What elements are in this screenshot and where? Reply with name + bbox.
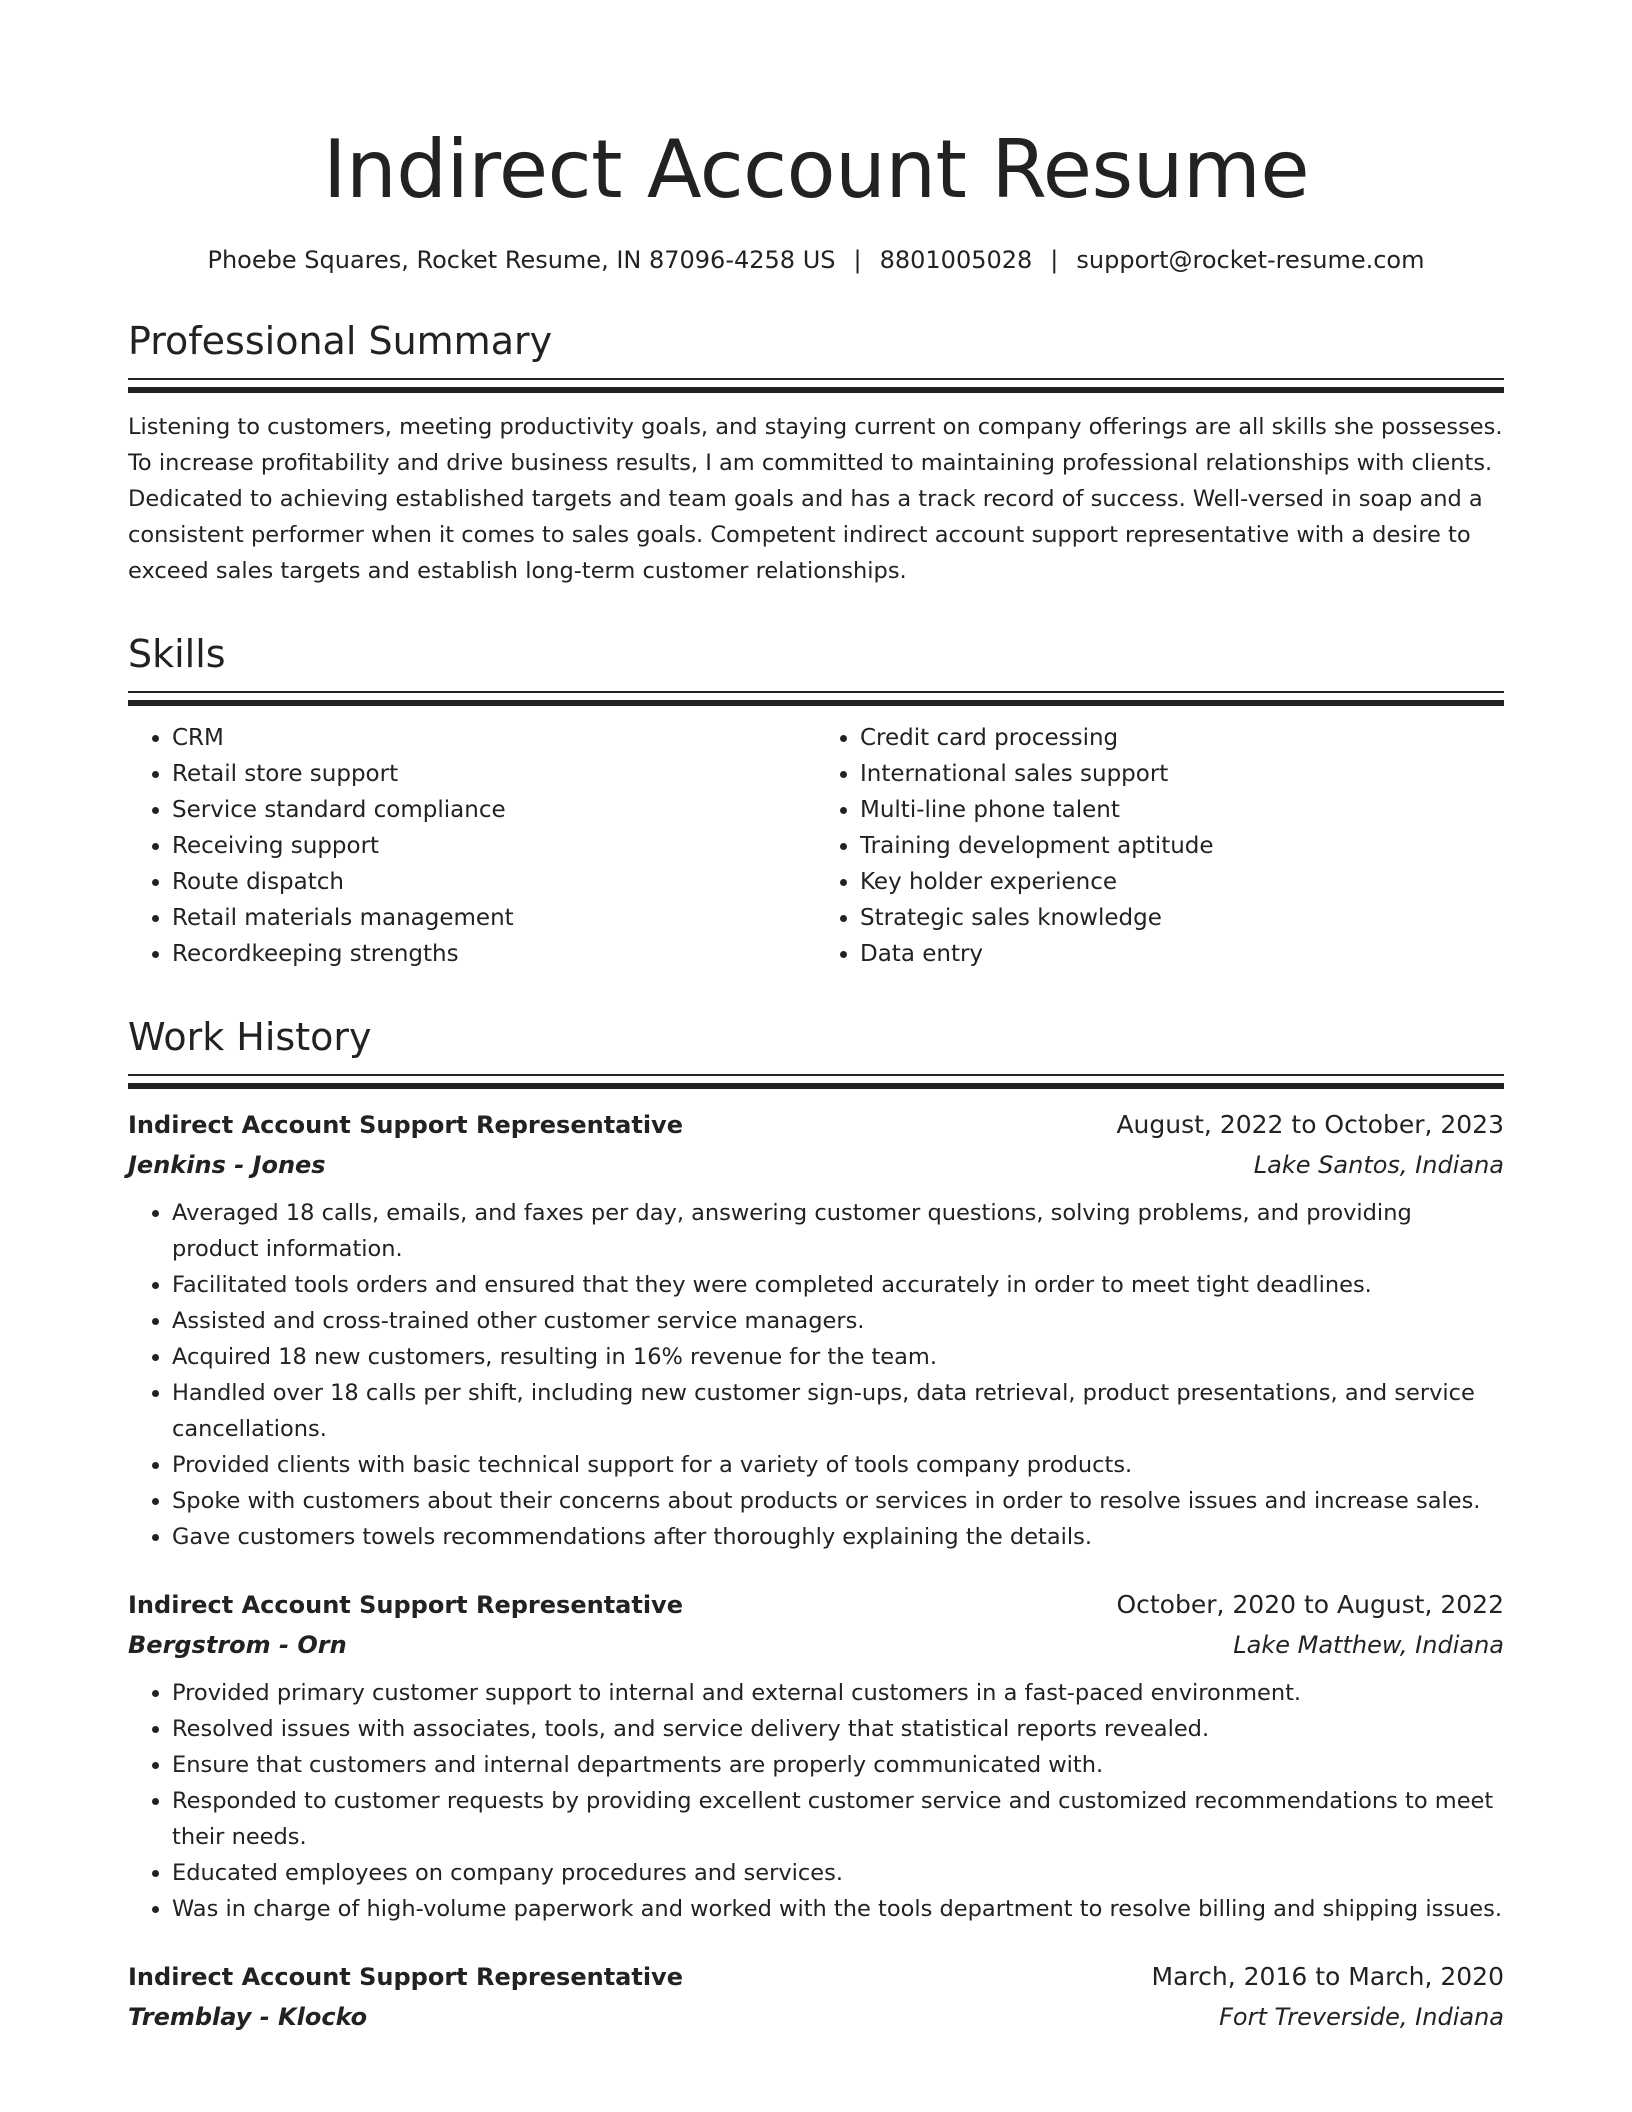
job-bullets: [128, 1195, 1504, 1555]
job-bullet: • Gave customers towels recommendations after thoroughly explaining the details.: [172, 1519, 1504, 1555]
skill-item: • Receiving support: [172, 828, 816, 864]
skill-item: • International sales support: [860, 756, 1504, 792]
skills-section-header: [128, 631, 1504, 706]
job-bullet: • Provided clients with basic technical support for a variety of tools company products.: [172, 1447, 1504, 1483]
job-bullet: • Was in charge of high-volume paperwork and worked with the tools department to resolve billing and shipping issues.: [172, 1891, 1504, 1927]
contact-separator: |: [853, 246, 862, 274]
job-entry: [128, 1585, 1504, 1927]
section-divider: [128, 691, 1504, 706]
section-divider: [128, 1074, 1504, 1089]
job-dates: October, 2020 to August, 2022: [1116, 1590, 1504, 1619]
summary-section-header: [128, 318, 1504, 393]
job-bullet: • Educated employees on company procedures and services.: [172, 1855, 1504, 1891]
job-bullet: • Facilitated tools orders and ensured that they were completed accurately in order to meet tight deadlines.: [172, 1267, 1504, 1303]
skill-item: • Retail store support: [172, 756, 816, 792]
job-company: Tremblay - Klocko: [128, 2003, 368, 2031]
job-location: Lake Matthew, Indiana: [1233, 1631, 1504, 1659]
contact-address: Phoebe Squares, Rocket Resume, IN 87096-4258 US: [207, 246, 836, 274]
skills-column-left: [128, 720, 816, 972]
skills-list: [128, 720, 1504, 972]
skill-item: • Retail materials management: [172, 900, 816, 936]
job-company: Bergstrom - Orn: [128, 1631, 347, 1659]
job-bullet: • Provided primary customer support to internal and external customers in a fast-paced environment.: [172, 1675, 1504, 1711]
skill-item: • Data entry: [860, 936, 1504, 972]
job-dates: August, 2022 to October, 2023: [1116, 1110, 1504, 1139]
contact-separator: |: [1050, 246, 1059, 274]
job-bullet: • Acquired 18 new customers, resulting in 16% revenue for the team.: [172, 1339, 1504, 1375]
job-bullet: • Assisted and cross-trained other customer service managers.: [172, 1303, 1504, 1339]
job-bullet: • Responded to customer requests by providing excellent customer service and customized recommendations to meet their needs.: [172, 1783, 1504, 1855]
work-section-header: [128, 1014, 1504, 1089]
job-title: Indirect Account Support Representative: [128, 1591, 683, 1619]
job-location: Fort Treverside, Indiana: [1219, 2003, 1504, 2031]
skill-item: • Credit card processing: [860, 720, 1504, 756]
contact-email[interactable]: support@rocket-resume.com: [1076, 246, 1425, 274]
job-entry: [128, 1105, 1504, 1555]
job-entry: [128, 1957, 1504, 2037]
work-heading: Work History: [128, 1015, 372, 1059]
job-title: Indirect Account Support Representative: [128, 1111, 683, 1139]
contact-line: [128, 244, 1504, 276]
job-bullets: [128, 1675, 1504, 1927]
job-bullet: • Averaged 18 calls, emails, and faxes per day, answering customer questions, solving problems, and providing product information.: [172, 1195, 1504, 1267]
skills-heading: Skills: [128, 632, 226, 676]
skill-item: • Key holder experience: [860, 864, 1504, 900]
skill-item: • Strategic sales knowledge: [860, 900, 1504, 936]
skill-item: • Route dispatch: [172, 864, 816, 900]
skills-column-right: [816, 720, 1504, 972]
skill-item: • Service standard compliance: [172, 792, 816, 828]
summary-heading: Professional Summary: [128, 319, 553, 363]
job-title: Indirect Account Support Representative: [128, 1963, 683, 1991]
section-divider: [128, 378, 1504, 393]
job-bullet: • Resolved issues with associates, tools, and service delivery that statistical reports revealed.: [172, 1711, 1504, 1747]
job-dates: March, 2016 to March, 2020: [1151, 1962, 1504, 1991]
skill-item: • Recordkeeping strengths: [172, 936, 816, 972]
job-location: Lake Santos, Indiana: [1253, 1151, 1504, 1179]
job-bullet: • Handled over 18 calls per shift, including new customer sign-ups, data retrieval, product presentations, and service cancellations.: [172, 1375, 1504, 1447]
contact-phone: 8801005028: [879, 246, 1033, 274]
job-company: Jenkins - Jones: [128, 1151, 326, 1179]
skill-item: • Multi-line phone talent: [860, 792, 1504, 828]
job-bullet: • Spoke with customers about their concerns about products or services in order to resolve issues and increase sales.: [172, 1483, 1504, 1519]
skill-item: • CRM: [172, 720, 816, 756]
resume-title: Indirect Account Resume: [322, 123, 1310, 216]
skill-item: • Training development aptitude: [860, 828, 1504, 864]
summary-text: Listening to customers, meeting productivity goals, and staying current on company offerings are all skills she possesses. To increase profitability and drive business results, I am committed to maintaining professional relationships with clients. Dedicated to achieving established targets and team goals and has a track record of success. Well-versed in soap and a consistent performer when it comes to sales goals. Competent indirect account support representative with a desire to exceed sales targets and establish long-term customer relationships.: [128, 414, 1503, 584]
job-bullet: • Ensure that customers and internal departments are properly communicated with.: [172, 1747, 1504, 1783]
